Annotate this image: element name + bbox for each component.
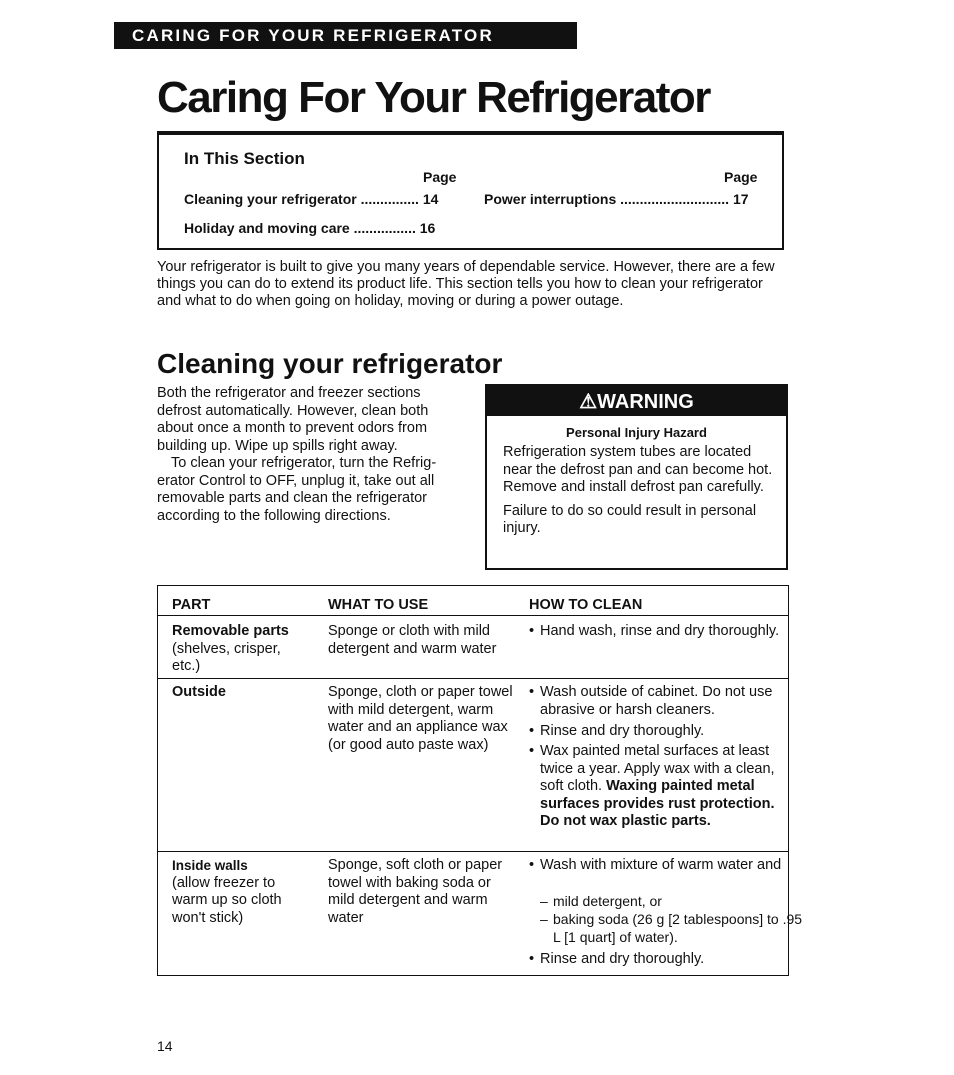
how-to-clean-bullet [529,743,800,831]
toc-item-label: Cleaning your refrigerator [184,191,357,207]
toc-item-label: Holiday and moving care [184,220,350,236]
how-to-clean-bullet: • Rinse and dry thoroughly. [529,951,800,969]
toc-item-label: Power interruptions [484,191,617,207]
table-divider [158,678,788,679]
part-name: Outside [172,684,226,700]
cleaning-table [157,585,803,976]
warning-subhead: Personal Injury Hazard [566,425,707,440]
warning-triangle-icon: ⚠ [579,391,598,413]
page-number: 14 [157,1038,173,1054]
warning-label: WARNING [597,391,694,413]
toc-page-label-right: Page [724,169,758,185]
toc-item[interactable] [184,220,435,236]
warning-paragraph-2: Failure to do so could result in personal injury. [503,502,757,536]
part-name: Removable parts [172,623,289,639]
toc-dots: ............................ [620,191,730,207]
part-note: (allow freezer to warm up so cloth won't stick) [172,874,282,926]
toc-heading: In This Section [184,149,305,168]
part-cell [172,857,312,927]
cleaning-paragraph-2: To clean your refrigerator, turn the Refrig-erator Control to OFF, unplug it, take out all removable parts and clean the refrigerator according to the following directions. [157,455,437,524]
warning-paragraph-1: Refrigeration system tubes are located near the defrost pan and can become hot. Remove and install defrost pan carefully. [503,444,773,495]
toc-dots: ............... [360,191,419,207]
toc-item[interactable] [184,191,438,207]
toc-page-number: 17 [732,191,749,207]
how-to-clean-bullet: • Rinse and dry thoroughly. [529,723,800,741]
toc-page-number: 16 [419,220,436,236]
part-name: Inside walls [172,858,248,873]
what-to-use-cell: Sponge, soft cloth or paper towel with baking soda or mild detergent and warm water [328,857,503,926]
toc-box [157,131,784,250]
how-to-clean-bullet: • Hand wash, rinse and dry thoroughly. [529,623,800,641]
how-to-clean-bullet: • Wash outside of cabinet. Do not use abrasive or harsh cleaners. [529,684,800,719]
how-to-clean-bullet: • Wash with mixture of warm water and [529,857,800,875]
cleaning-body [157,385,457,525]
bullet-bold-text: Waxing painted metal surfaces provides rust protection. [540,778,775,812]
toc-item[interactable] [484,191,749,207]
warning-box [485,384,788,570]
bullet-text: Wax painted metal surfaces at least twice a year. Apply wax with a clean, soft cloth. [540,743,775,794]
what-to-use-cell: Sponge or cloth with mild detergent and warm water [328,623,497,657]
section-header-bar: CARING FOR YOUR REFRIGERATOR [114,22,577,49]
what-to-use-cell: Sponge, cloth or paper towel with mild detergent, warm water and an appliance wax (or good auto paste wax) [328,684,513,753]
part-note: (shelves, crisper, etc.) [172,640,281,674]
column-header-part: PART [172,597,211,613]
table-divider [158,851,788,852]
page-title: Caring For Your Refrigerator [157,73,710,122]
cleaning-heading: Cleaning your refrigerator [157,348,503,379]
cleaning-paragraph-1: Both the refrigerator and freezer sections defrost automatically. However, clean both about once a month to prevent odors from building up. Wipe up spills right away. [157,385,429,454]
bullet-bold-note: Do not wax plastic parts. [540,813,711,829]
toc-dots: ................ [353,220,416,236]
toc-page-number: 14 [422,191,439,207]
toc-page-label-left: Page [423,169,457,185]
intro-paragraph: Your refrigerator is built to give you many years of dependable service. However, there are a few things you can do to extend its product life. This section tells you how to clean your refrigerator and what to do when going on holiday, moving or during a power outage. [157,259,775,309]
how-to-clean-subitem: – baking soda (26 g [2 tablespoons] to .95 L [1 quart] of water). [529,911,813,946]
how-to-clean-subitem: – mild detergent, or [529,893,813,911]
part-cell [172,623,312,676]
column-header-how-to-clean: HOW TO CLEAN [529,597,643,613]
warning-header [487,386,786,416]
column-header-what-to-use: WHAT TO USE [328,597,429,613]
table-divider [158,615,788,616]
